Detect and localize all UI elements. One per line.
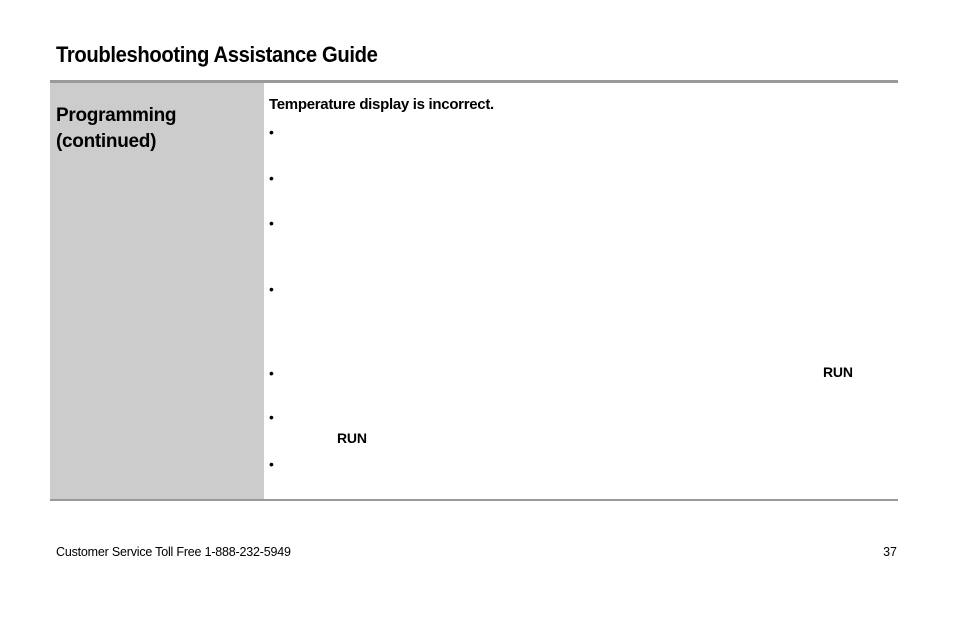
bullet-2: • (269, 170, 274, 186)
bullet-6: • (269, 409, 274, 425)
sidebar-heading-line-1: Programming (56, 105, 177, 126)
bullet-5: • (269, 365, 274, 381)
footer-customer-service: Customer Service Toll Free 1-888-232-5949 (56, 545, 291, 559)
run-label-1: RUN (823, 364, 853, 380)
bullet-3: • (269, 215, 274, 231)
sidebar-heading (56, 103, 256, 155)
bullet-1: • (269, 124, 274, 140)
page-title: Troubleshooting Assistance Guide (56, 42, 378, 67)
sidebar (50, 83, 264, 499)
bottom-divider (50, 499, 898, 501)
bullet-4: • (269, 281, 274, 297)
sidebar-heading-line-2: (continued) (56, 131, 157, 152)
content-title: Temperature display is incorrect. (269, 96, 494, 113)
footer-page-number: 37 (883, 545, 897, 559)
run-label-2: RUN (337, 430, 367, 446)
bullet-7: • (269, 456, 274, 472)
